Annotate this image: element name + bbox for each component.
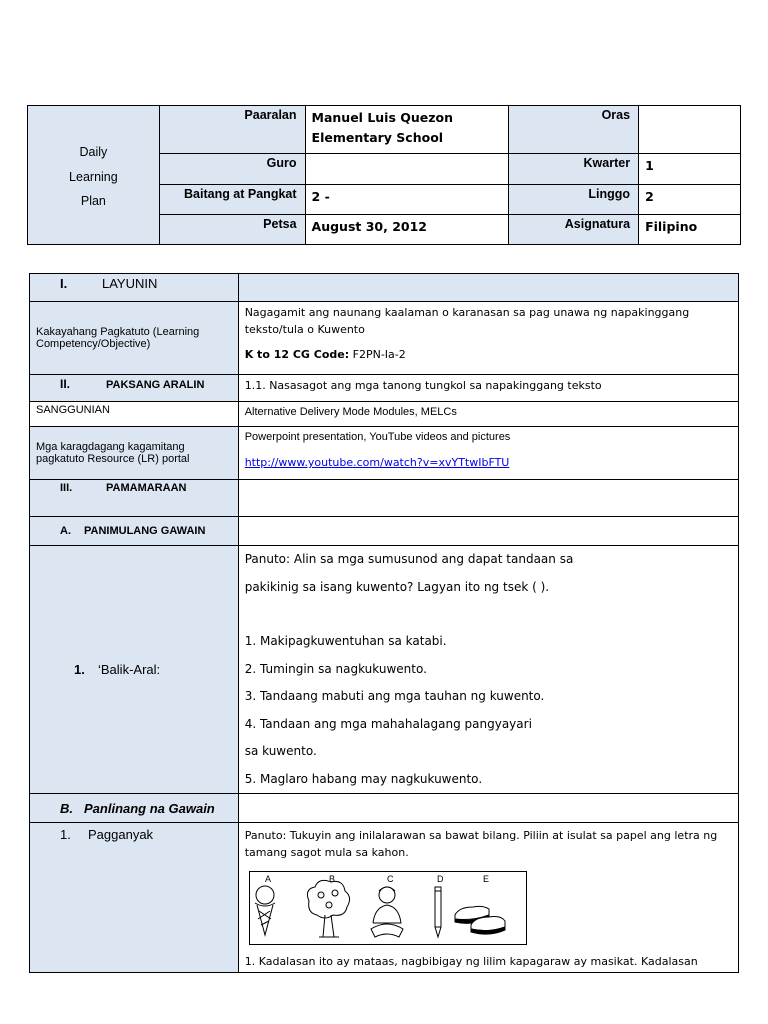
kakayahang-label: Kakayahang Pagkatuto (Learning Competency/Objective) xyxy=(30,302,239,375)
dlp-title-line: Daily xyxy=(79,145,108,160)
karagdagan-text: Powerpoint presentation, YouTube videos and pictures xyxy=(244,431,511,443)
pagganyak-label: Pagganyak xyxy=(88,827,154,842)
picture-letter: A xyxy=(264,874,271,884)
paksang-text: 1.1. Nasasagot ang mga tanong tungkol sa napakinggang teksto xyxy=(238,375,738,402)
cg-code-label: K to 12 CG Code: xyxy=(244,348,350,361)
panimulang-empty xyxy=(238,517,738,546)
list-item: 3. Tandaang mabuti ang mga tauhan ng kuwento. xyxy=(244,689,545,703)
baitang-value: 2 - xyxy=(305,185,509,215)
balik-aral-content xyxy=(238,546,738,794)
sanggunian-text: Alternative Delivery Mode Modules, MELCs xyxy=(238,402,738,427)
kakayahang-cell xyxy=(238,302,738,375)
guro-label: Guro xyxy=(159,154,305,185)
balik-aral-instruction: Panuto: Alin sa mga sumusunod ang dapat tandaan sa xyxy=(244,552,574,566)
pamamaraan-heading xyxy=(30,480,239,517)
balik-aral-label: ‘Balik-Aral: xyxy=(98,662,161,677)
list-item: 5. Maglaro habang may nagkukuwento. xyxy=(244,771,483,786)
oras-label: Oras xyxy=(509,106,639,154)
baitang-label: Baitang at Pangkat xyxy=(159,185,305,215)
subsection-title: PANIMULANG GAWAIN xyxy=(84,525,206,537)
pagganyak-label-cell xyxy=(30,823,239,973)
list-item: 4. Tandaan ang mga mahahalagang pangyayari xyxy=(244,716,532,731)
picture-letter: B xyxy=(328,874,335,884)
kwarter-label: Kwarter xyxy=(509,154,639,185)
paaralan-label: Paaralan xyxy=(159,106,305,154)
picture-letter: D xyxy=(436,874,444,884)
list-item: 1. Makipagkuwentuhan sa katabi. xyxy=(244,634,447,648)
panlinang-heading xyxy=(30,794,239,823)
list-item: 2. Tumingin sa nagkukuwento. xyxy=(244,661,427,676)
oras-value xyxy=(639,106,741,154)
petsa-value: August 30, 2012 xyxy=(305,215,509,245)
layunin-heading xyxy=(30,274,239,302)
section-number: III. xyxy=(60,482,73,494)
item-number: 1. xyxy=(74,662,85,677)
balik-aral-label-cell xyxy=(30,546,239,794)
item-number: 1. xyxy=(60,827,71,842)
petsa-label: Petsa xyxy=(159,215,305,245)
section-title: PAMAMARAAN xyxy=(106,482,187,494)
cg-code-value: F2PN-Ia-2 xyxy=(352,348,406,361)
subsection-number: B. xyxy=(60,800,73,816)
picture-choices xyxy=(249,871,527,945)
pagganyak-instruction: Panuto: Tukuyin ang inilalarawan sa bawat bilang. Piliin at isulat sa papel ang letra ng tamang sagot mula sa kahon. xyxy=(244,829,718,859)
karagdagan-cell xyxy=(238,427,738,480)
linggo-value: 2 xyxy=(639,185,741,215)
guro-value xyxy=(305,154,509,185)
dlp-title-line: Learning xyxy=(69,169,118,184)
linggo-label: Linggo xyxy=(509,185,639,215)
kakayahang-text: Nagagamit ang naunang kaalaman o karanasan sa pag unawa ng napakinggang teksto/tula o Kuwento xyxy=(244,306,690,336)
dlp-title-line: Plan xyxy=(80,194,106,209)
section-number: II. xyxy=(60,377,71,391)
paaralan-value: Manuel Luis Quezon Elementary School xyxy=(305,106,509,154)
dlp-title xyxy=(28,106,160,245)
panimulang-heading xyxy=(30,517,239,546)
section-title: LAYUNIN xyxy=(102,276,158,291)
header-table xyxy=(27,105,741,245)
asignatura-label: Asignatura xyxy=(509,215,639,245)
balik-aral-instruction: pakikinig sa isang kuwento? Lagyan ito ng tsek ( ). xyxy=(244,579,550,594)
panlinang-empty xyxy=(238,794,738,823)
subsection-number: A. xyxy=(60,525,71,537)
pagganyak-item: 1. Kadalasan ito ay mataas, nagbibigay ng lilim kapagaraw ay masikat. Kadalasan xyxy=(244,955,698,968)
karagdagan-label: Mga karagdagang kagamitang pagkatuto Resource (LR) portal xyxy=(30,427,239,480)
paksang-heading xyxy=(30,375,239,402)
layunin-empty xyxy=(238,274,738,302)
pamamaraan-empty xyxy=(238,480,738,517)
asignatura-value: Filipino xyxy=(639,215,741,245)
sanggunian-label: SANGGUNIAN xyxy=(30,402,239,427)
pagganyak-content xyxy=(238,823,738,973)
lesson-plan-table xyxy=(29,273,739,973)
list-item: sa kuwento. xyxy=(244,744,317,758)
section-title: PAKSANG ARALIN xyxy=(106,379,205,391)
kwarter-value: 1 xyxy=(639,154,741,185)
subsection-title: Panlinang na Gawain xyxy=(84,800,215,816)
section-number: I. xyxy=(60,276,68,291)
youtube-link[interactable]: http://www.youtube.com/watch?v=xvYTtwIbFTU xyxy=(244,456,510,469)
picture-letter: C xyxy=(386,874,394,884)
picture-letter: E xyxy=(482,874,489,884)
